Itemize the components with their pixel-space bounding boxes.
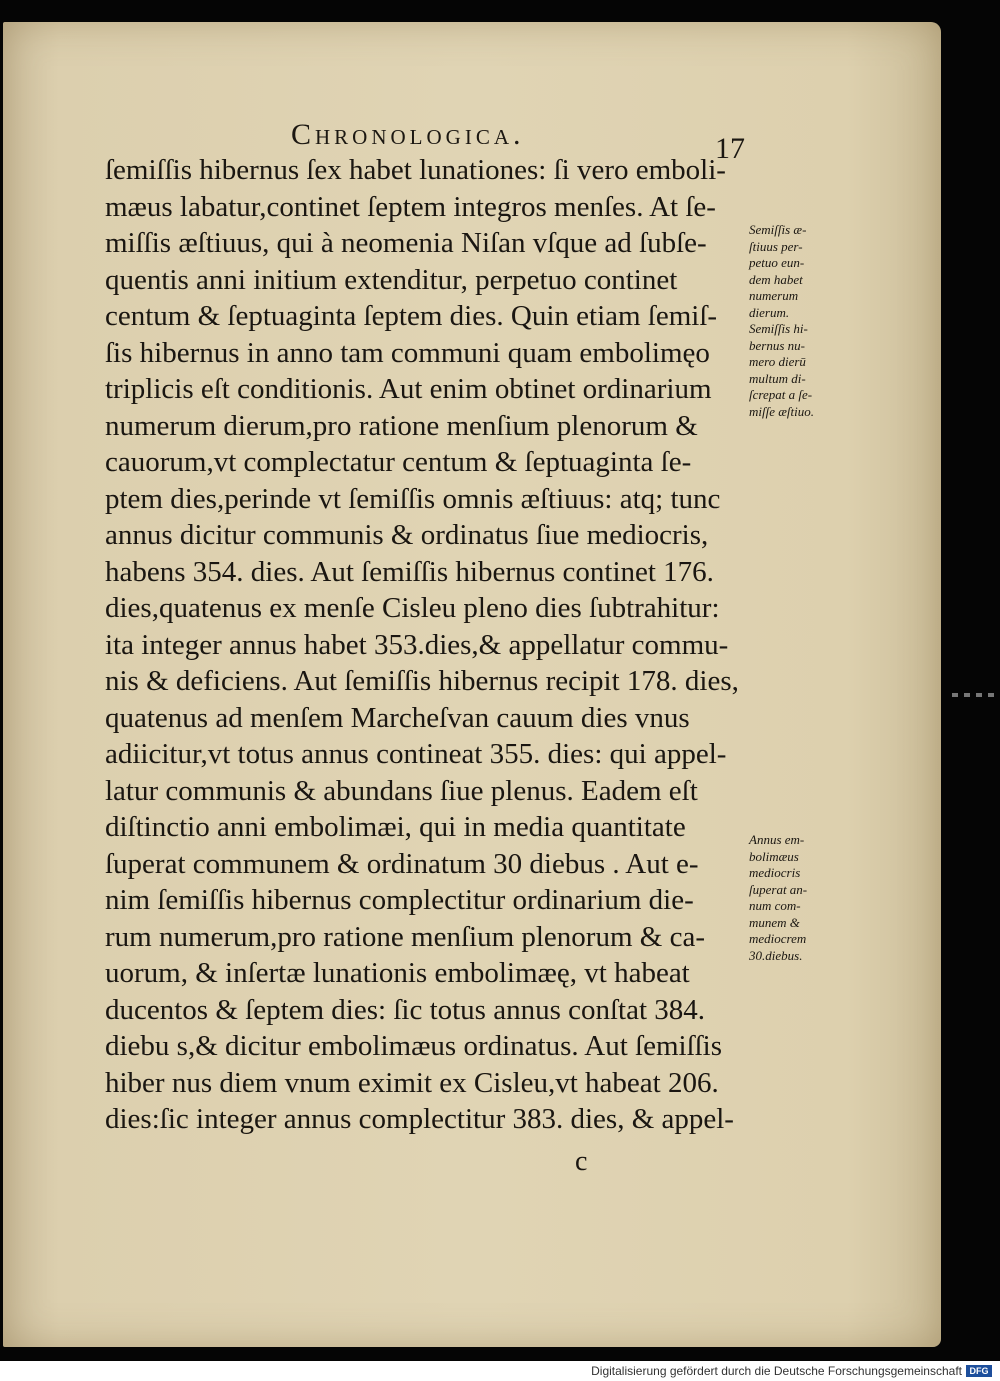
marginal-line: Semiſſis hi- (749, 321, 808, 336)
marginal-line: bolimæus (749, 848, 799, 864)
marginal-line: dierum. (749, 304, 790, 320)
marginal-line: num com- (749, 898, 801, 913)
text-line: cauorum,vt complectatur centum & ſeptuaginta ſe- (105, 446, 692, 478)
page-number: 17 (715, 132, 745, 165)
marginal-line: multum di- (749, 370, 806, 386)
text-line: ita integer annus habet 353.dies,& appellatur commu- (105, 628, 729, 661)
text-line: mæus labatur,continet ſeptem integros menſes. At ſe- (105, 190, 716, 223)
marginal-line: munem & (749, 914, 800, 930)
marginal-line: mero dierū (749, 354, 806, 369)
scan-edge-marks (952, 693, 1000, 697)
text-line: ſuperat communem & ordinatum 30 diebus . Aut e- (105, 847, 699, 880)
text-line: quentis anni initium extenditur, perpetuo continet (105, 263, 678, 296)
marginal-line: bernus nu- (749, 337, 805, 353)
text-line: triplicis eſt conditionis. Aut enim obtinet ordinarium (105, 373, 712, 405)
book-page (3, 22, 941, 1347)
marginal-line: ſtiuus per- (749, 238, 803, 254)
text-line: ſemiſſis hibernus ſex habet lunationes: ſi vero emboli- (105, 154, 726, 186)
text-line: numerum dierum,pro ratione menſium plenorum & (105, 409, 698, 442)
marginal-line: dem habet (749, 271, 803, 287)
text-line: dies:ſic integer annus complectitur 383. dies, & appel- (105, 1103, 734, 1135)
text-line: adiicitur,vt totus annus contineat 355. dies: qui appel- (105, 738, 727, 770)
text-line: habens 354. dies. Aut ſemiſſis hibernus continet 176. (105, 555, 714, 588)
text-line: ptem dies,perinde vt ſemiſſis omnis æſtiuus: atq; tunc (105, 482, 721, 515)
text-line: rum numerum,pro ratione menſium plenorum & ca- (105, 920, 705, 953)
main-text (105, 152, 745, 1138)
dfg-logo-icon: DFG (966, 1365, 992, 1377)
text-line: dies,quatenus ex menſe Cisleu pleno dies ſubtrahitur: (105, 592, 720, 624)
text-line: nim ſemiſſis hibernus complectitur ordinarium die- (105, 884, 694, 916)
text-line: miſſis æſtiuus, qui à neomenia Niſan vſque ad ſubſe- (105, 227, 707, 259)
marginal-note (749, 222, 847, 420)
text-line: diſtinctio anni embolimæi, qui in media quantitate (105, 811, 686, 843)
marginal-line: numerum (749, 288, 799, 303)
signature-mark: c (575, 1146, 588, 1177)
text-line: ſis hibernus in anno tam communi quam embolimęo (105, 336, 710, 369)
marginal-line: Annus em- (749, 832, 805, 847)
text-line: centum & ſeptuaginta ſeptem dies. Quin etiam ſemiſ- (105, 300, 718, 332)
marginal-line: mediocrem (749, 931, 807, 946)
text-line: quatenus ad menſem Marcheſvan cauum dies vnus (105, 701, 690, 734)
marginal-line: petuo eun- (749, 255, 805, 270)
text-line: hiber nus diem vnum eximit ex Cisleu,vt habeat 206. (105, 1066, 719, 1099)
marginal-line: 30.diebus. (749, 947, 803, 963)
marginal-line: miſſe æſtiuo. (749, 403, 814, 419)
footer-bar (0, 1361, 1000, 1381)
text-line: uorum, & inſertæ lunationis embolimæę, vt habeat (105, 957, 690, 989)
text-line: annus dicitur communis & ordinatus ſiue mediocris, (105, 519, 709, 551)
running-head: Chronologica. (291, 118, 525, 151)
text-line: nis & deficiens. Aut ſemiſſis hibernus recipit 178. dies, (105, 665, 739, 697)
text-line: ducentos & ſeptem dies: ſic totus annus conſtat 384. (105, 993, 706, 1026)
marginal-line: ſcrepat a ſe- (749, 387, 813, 402)
marginal-note (749, 832, 847, 964)
text-line: latur communis & abundans ſiue plenus. Eadem eſt (105, 774, 698, 807)
marginal-line: Semiſſis æ- (749, 222, 807, 237)
text-line: diebu s,& dicitur embolimæus ordinatus. Aut ſemiſſis (105, 1030, 723, 1062)
funding-credit: Digitalisierung gefördert durch die Deutsche Forschungsgemeinschaft (591, 1364, 962, 1378)
marginal-line: mediocris (749, 865, 801, 880)
marginal-line: ſuperat an- (749, 881, 808, 897)
